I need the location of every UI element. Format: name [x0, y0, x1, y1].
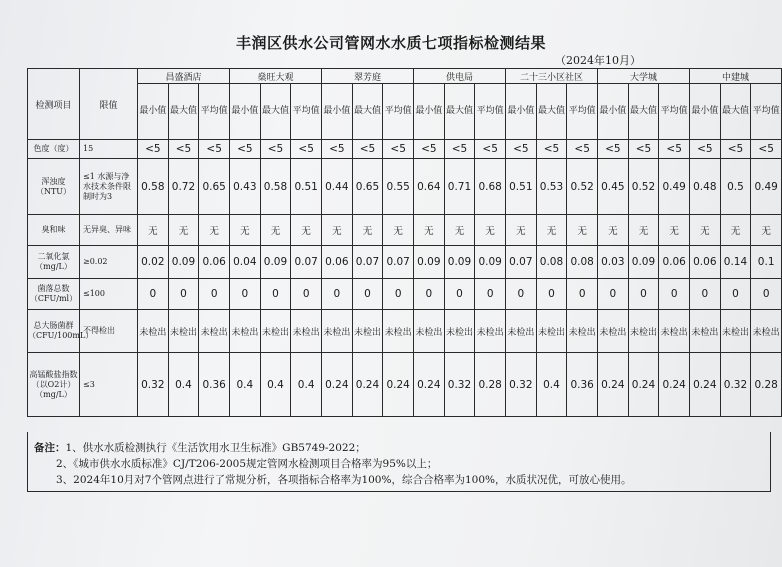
table-cell: 0.06: [322, 246, 353, 279]
table-cell: 0.02: [138, 246, 169, 279]
stat-header: 平均值: [751, 84, 782, 140]
table-cell: 无: [291, 215, 322, 246]
table-cell: 0.53: [536, 159, 567, 215]
table-cell: 无: [414, 215, 445, 246]
table-cell: 0.4: [260, 353, 291, 417]
table-row: [28, 246, 782, 279]
table-row: [28, 310, 782, 353]
table-cell: 未检出: [260, 310, 291, 353]
table-cell: 0.28: [475, 353, 506, 417]
table-cell: 0.24: [414, 353, 445, 417]
table-cell: 0.4: [291, 353, 322, 417]
table-cell: 0.14: [720, 246, 751, 279]
site-header: 燊旺大观: [230, 69, 322, 84]
water-quality-table: [27, 68, 782, 417]
site-header: 大学城: [598, 69, 690, 84]
table-cell: <5: [414, 140, 445, 159]
table-cell: 0.65: [199, 159, 230, 215]
table-cell: <5: [444, 140, 475, 159]
table-cell: 0.49: [659, 159, 690, 215]
table-cell: <5: [751, 140, 782, 159]
note-line-1: 备注：1、供水水质检测执行《生活饮用水卫生标准》GB5749-2022；: [34, 442, 366, 454]
table-cell: 0: [628, 279, 659, 310]
table-cell: 0.5: [720, 159, 751, 215]
table-cell: <5: [138, 140, 169, 159]
table-cell: 0.52: [567, 159, 598, 215]
table-cell: 未检出: [567, 310, 598, 353]
table-cell: 0: [291, 279, 322, 310]
table-cell: 0: [138, 279, 169, 310]
table-cell: 0: [199, 279, 230, 310]
table-cell: 0.55: [383, 159, 414, 215]
table-cell: 0: [690, 279, 721, 310]
table-cell: 0.07: [291, 246, 322, 279]
stat-header: 最小值: [598, 84, 629, 140]
table-cell: 无: [168, 215, 199, 246]
table-cell: 无: [383, 215, 414, 246]
site-header: 昌盛酒店: [138, 69, 230, 84]
table-cell: 无: [567, 215, 598, 246]
table-cell: 0.09: [628, 246, 659, 279]
table-cell: 0.08: [567, 246, 598, 279]
table-cell: 0.44: [322, 159, 353, 215]
table-cell: 未检出: [659, 310, 690, 353]
table-cell: 0: [260, 279, 291, 310]
limit-header: 限值: [80, 69, 138, 140]
note-line-3: 3、2024年10月对7个管网点进行了常规分析，各项指标合格率为100%，综合合格率为100%，水质状况优，可放心使用。: [56, 474, 632, 486]
row-item-label: 高锰酸盐指数（以O2计）（mg/L）: [28, 353, 80, 417]
table-cell: 未检出: [720, 310, 751, 353]
table-cell: <5: [383, 140, 414, 159]
table-cell: 0.07: [352, 246, 383, 279]
stat-header: 最大值: [720, 84, 751, 140]
row-item-label: 色度（度）: [28, 140, 80, 159]
table-cell: 0.71: [444, 159, 475, 215]
table-cell: 0.24: [352, 353, 383, 417]
table-cell: <5: [322, 140, 353, 159]
table-cell: 0: [383, 279, 414, 310]
table-cell: 0.51: [506, 159, 537, 215]
stat-header: 平均值: [291, 84, 322, 140]
table-cell: 0.48: [690, 159, 721, 215]
table-cell: <5: [659, 140, 690, 159]
table-cell: 无: [536, 215, 567, 246]
table-cell: 未检出: [291, 310, 322, 353]
table-cell: 0.58: [260, 159, 291, 215]
report-date: （2024年10月）: [555, 54, 641, 67]
row-item-label: 二氧化氯（mg/L）: [28, 246, 80, 279]
stat-header: 最小值: [690, 84, 721, 140]
table-cell: 0: [720, 279, 751, 310]
site-header: 二十三小区社区: [506, 69, 598, 84]
table-cell: 无: [199, 215, 230, 246]
table-cell: 无: [506, 215, 537, 246]
table-cell: <5: [199, 140, 230, 159]
table-cell: 0.4: [168, 353, 199, 417]
table-cell: 0: [322, 279, 353, 310]
table-cell: 0.32: [138, 353, 169, 417]
table-cell: 0.03: [598, 246, 629, 279]
table-row: [28, 353, 782, 417]
table-cell: <5: [230, 140, 261, 159]
table-cell: 未检出: [322, 310, 353, 353]
table-cell: 0.08: [536, 246, 567, 279]
table-cell: 0.72: [168, 159, 199, 215]
table-cell: 0.36: [567, 353, 598, 417]
stat-header: 最小值: [322, 84, 353, 140]
header-row-stats: [28, 84, 782, 140]
table-cell: 未检出: [628, 310, 659, 353]
table-cell: <5: [598, 140, 629, 159]
table-cell: 无: [352, 215, 383, 246]
notes-label: 备注：: [34, 442, 66, 454]
table-cell: 0: [567, 279, 598, 310]
table-cell: 0.52: [628, 159, 659, 215]
table-cell: 未检出: [475, 310, 506, 353]
row-limit: 无异臭、异味: [80, 215, 138, 246]
table-cell: 未检出: [138, 310, 169, 353]
stat-header: 最大值: [260, 84, 291, 140]
table-cell: <5: [720, 140, 751, 159]
site-header: 供电局: [414, 69, 506, 84]
stat-header: 平均值: [475, 84, 506, 140]
table-cell: 0.49: [751, 159, 782, 215]
table-cell: 0.24: [690, 353, 721, 417]
row-item-label: 菌落总数（CFU/ml）: [28, 279, 80, 310]
row-limit: 15: [80, 140, 138, 159]
table-cell: 0.51: [291, 159, 322, 215]
table-cell: <5: [291, 140, 322, 159]
table-cell: 0.09: [168, 246, 199, 279]
table-cell: 0.32: [720, 353, 751, 417]
table-cell: 无: [475, 215, 506, 246]
stat-header: 平均值: [567, 84, 598, 140]
table-cell: 无: [138, 215, 169, 246]
table-cell: 0.04: [230, 246, 261, 279]
table-cell: <5: [567, 140, 598, 159]
table-cell: 0.09: [260, 246, 291, 279]
table-cell: 无: [230, 215, 261, 246]
table-cell: 0.45: [598, 159, 629, 215]
table-cell: 0: [475, 279, 506, 310]
row-item-label: 臭和味: [28, 215, 80, 246]
table-cell: 0: [536, 279, 567, 310]
row-item-label: 浑浊度（NTU）: [28, 159, 80, 215]
page-title: 丰润区供水公司管网水水质七项指标检测结果: [235, 34, 546, 52]
row-item-label: 总大肠菌群（CFU/100mL）: [28, 310, 80, 353]
table-cell: 0.09: [444, 246, 475, 279]
stat-header: 平均值: [383, 84, 414, 140]
table-cell: 无: [322, 215, 353, 246]
table-cell: 未检出: [690, 310, 721, 353]
stat-header: 最小值: [506, 84, 537, 140]
table-cell: 无: [598, 215, 629, 246]
table-cell: 0.24: [383, 353, 414, 417]
table-cell: <5: [690, 140, 721, 159]
table-cell: 0.43: [230, 159, 261, 215]
row-limit: ≥0.02: [80, 246, 138, 279]
table-cell: 0.58: [138, 159, 169, 215]
table-cell: 0.64: [414, 159, 445, 215]
table-cell: 0.4: [230, 353, 261, 417]
table-cell: 无: [751, 215, 782, 246]
table-cell: 0.24: [628, 353, 659, 417]
table-cell: 未检出: [536, 310, 567, 353]
table-cell: 0.06: [690, 246, 721, 279]
table-cell: <5: [352, 140, 383, 159]
table-cell: 0.65: [352, 159, 383, 215]
table-cell: 0: [230, 279, 261, 310]
table-cell: 0.68: [475, 159, 506, 215]
table-cell: 未检出: [352, 310, 383, 353]
table-cell: 0: [598, 279, 629, 310]
stat-header: 平均值: [659, 84, 690, 140]
table-cell: 0.4: [536, 353, 567, 417]
row-limit: ≤3: [80, 353, 138, 417]
stat-header: 最大值: [168, 84, 199, 140]
table-cell: 未检出: [598, 310, 629, 353]
table-cell: 无: [628, 215, 659, 246]
table-cell: 未检出: [506, 310, 537, 353]
stat-header: 最大值: [536, 84, 567, 140]
table-cell: 无: [260, 215, 291, 246]
table-cell: 0: [414, 279, 445, 310]
table-cell: 0.09: [475, 246, 506, 279]
row-limit: ≤1 水源与净水技术条件限制时为3: [80, 159, 138, 215]
table-cell: 未检出: [383, 310, 414, 353]
stat-header: 最小值: [414, 84, 445, 140]
table-cell: 无: [690, 215, 721, 246]
table-cell: 0: [352, 279, 383, 310]
table-cell: <5: [168, 140, 199, 159]
table-cell: 无: [444, 215, 475, 246]
table-cell: <5: [536, 140, 567, 159]
table-cell: 未检出: [168, 310, 199, 353]
stat-header: 平均值: [199, 84, 230, 140]
table-row: [28, 279, 782, 310]
stat-header: 最大值: [352, 84, 383, 140]
table-cell: 无: [720, 215, 751, 246]
notes-section: [27, 432, 771, 492]
table-cell: 0.32: [506, 353, 537, 417]
item-header: 检测项目: [28, 69, 80, 140]
stat-header: 最小值: [230, 84, 261, 140]
table-cell: 0.24: [659, 353, 690, 417]
table-cell: 无: [659, 215, 690, 246]
stat-header: 最小值: [138, 84, 169, 140]
table-cell: 0.07: [383, 246, 414, 279]
table-cell: <5: [628, 140, 659, 159]
table-cell: 0.32: [444, 353, 475, 417]
table-cell: 0.09: [414, 246, 445, 279]
table-cell: 0: [444, 279, 475, 310]
table-cell: <5: [506, 140, 537, 159]
stat-header: 最大值: [628, 84, 659, 140]
table-cell: <5: [475, 140, 506, 159]
table-cell: 0.06: [659, 246, 690, 279]
table-cell: 0.28: [751, 353, 782, 417]
table-cell: 0.06: [199, 246, 230, 279]
table-cell: 0.07: [506, 246, 537, 279]
table-row: [28, 159, 782, 215]
table-cell: 0: [751, 279, 782, 310]
site-header: 翠芳庭: [322, 69, 414, 84]
note-line-2: 2、《城市供水水质标准》CJ/T206-2005规定管网水检测项目合格率为95%以上；: [56, 458, 438, 470]
table-cell: 0.1: [751, 246, 782, 279]
row-limit: ≤100: [80, 279, 138, 310]
table-cell: 0: [168, 279, 199, 310]
table-row: [28, 215, 782, 246]
stat-header: 最大值: [444, 84, 475, 140]
table-cell: 0.36: [199, 353, 230, 417]
table-cell: 0: [506, 279, 537, 310]
table-cell: 未检出: [199, 310, 230, 353]
table-cell: 0: [659, 279, 690, 310]
table-row: [28, 140, 782, 159]
table-cell: 未检出: [230, 310, 261, 353]
table-cell: <5: [260, 140, 291, 159]
header-row-sites: [28, 69, 782, 84]
table-cell: 0.24: [598, 353, 629, 417]
table-cell: 未检出: [444, 310, 475, 353]
site-header: 中建城: [690, 69, 782, 84]
table-cell: 未检出: [414, 310, 445, 353]
row-limit: 不得检出: [80, 310, 138, 353]
table-cell: 0.24: [322, 353, 353, 417]
table-cell: 未检出: [751, 310, 782, 353]
